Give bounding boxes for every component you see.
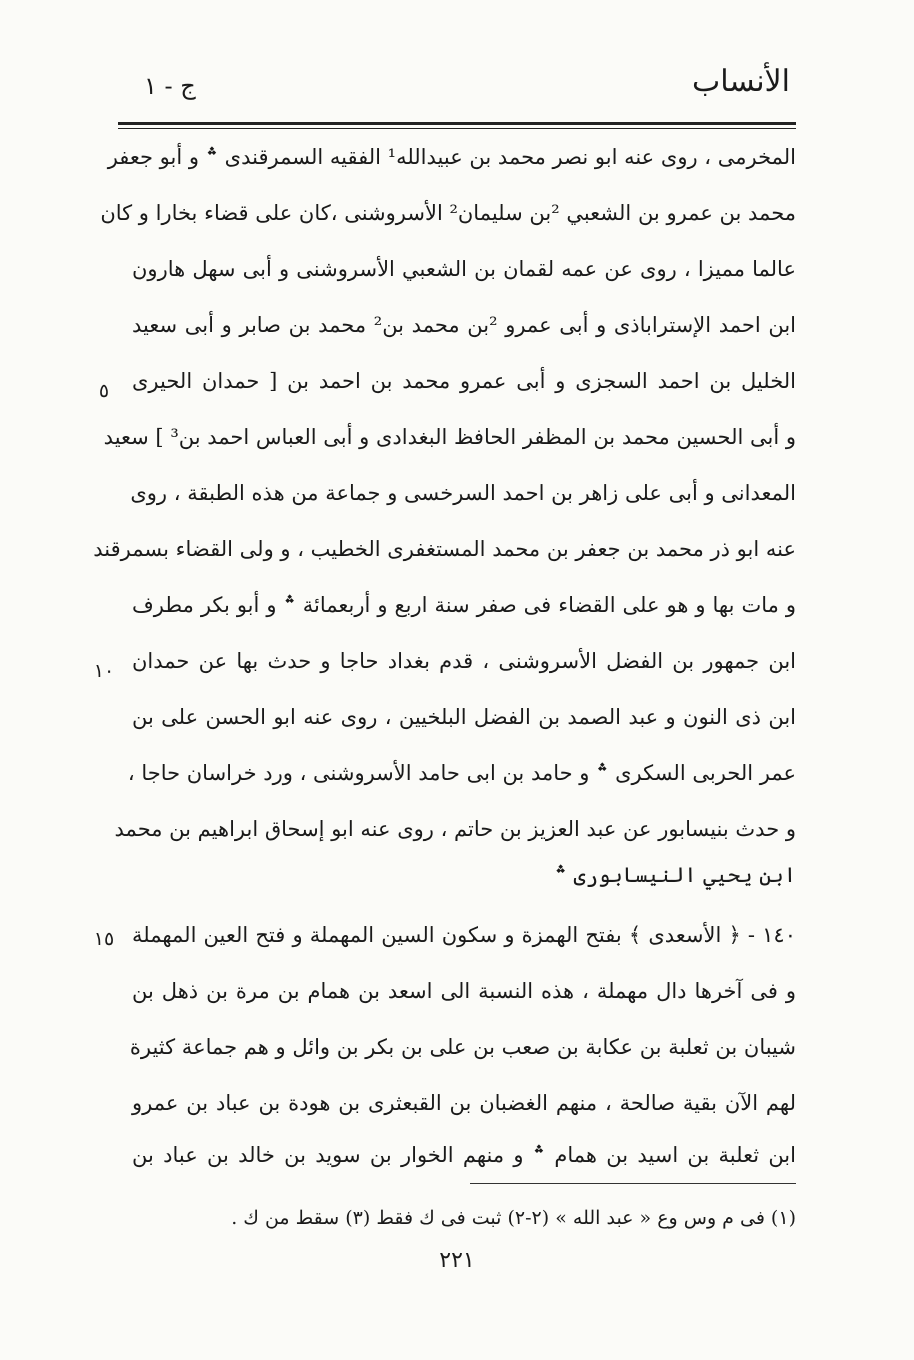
book-title: الأنساب bbox=[692, 64, 790, 99]
text-line-17: شيبان بن ثعلبة بن عكابة بن صعب بن على بن بكر بن وائل و هم جماعة كثيرة bbox=[129, 1035, 796, 1059]
text-line-6: و أبى الحسين محمد بن المظفر الحافظ البغدادى و أبى العباس احمد بن³ ] سعيد bbox=[103, 425, 796, 449]
text-line-9: و مات بها و هو على القضاء فى صفر سنة اربع و أربعمائة ؞ و أبو بكر مطرف bbox=[132, 593, 796, 617]
text-line-2: محمد بن عمرو بن الشعبي ²بن سليمان² الأسروشنى ،كان على قضاء بخارا و كان bbox=[100, 201, 796, 225]
volume-label: ج - ١ bbox=[144, 72, 196, 100]
footnote-rule bbox=[470, 1183, 796, 1184]
text-line-19: ابن ثعلبة بن اسيد بن همام ؞ و منهم الخوار بن سويد بن خالد بن عباد بن bbox=[132, 1143, 796, 1167]
line-number-5: ٥ bbox=[98, 380, 110, 402]
page-number: ٢٢١ bbox=[439, 1248, 475, 1273]
text-line-8: عنه ابو ذر محمد بن جعفر بن محمد المستغفرى الخطيب ، و ولى القضاء بسمرقند bbox=[93, 537, 796, 561]
text-line-11: ابن ذى النون و عبد الصمد بن الفضل البلخيين ، روى عنه ابو الحسن على بن bbox=[132, 705, 796, 729]
page-header bbox=[130, 62, 790, 106]
text-line-7: المعدانى و أبى على زاهر بن احمد السرخسى و جماعة من هذه الطبقة ، روى bbox=[130, 481, 796, 505]
header-rule-thick bbox=[118, 122, 796, 125]
footnote: (١) فى م وس وع « عبد الله » (٢-٢) ثبت فى ك فقط (٣) سقط من ك . bbox=[231, 1207, 796, 1229]
text-line-18: لهم الآن بقية صالحة ، منهم الغضبان بن القبعثرى بن هودة بن عباد بن عمرو bbox=[132, 1091, 796, 1115]
line-number-10: ١٠ bbox=[93, 660, 115, 682]
line-number-15: ١٥ bbox=[93, 928, 115, 950]
text-line-13: و حدث بنيسابور عن عبد العزيز بن حاتم ، روى عنه ابو إسحاق ابراهيم بن محمد bbox=[114, 817, 796, 841]
header-rule-thin bbox=[118, 128, 796, 129]
text-line-10: ابن جمهور بن الفضل الأسروشنى ، قدم بغداد حاجا و حدث بها عن حمدان bbox=[132, 649, 796, 673]
text-line-16: و فى آخرها دال مهملة ، هذه النسبة الى اسعد بن همام بن مرة بن ذهل بن bbox=[132, 979, 796, 1003]
text-line-5: الخليل بن احمد السجزى و أبى عمرو محمد بن احمد بن [ حمدان الحيرى bbox=[132, 369, 796, 393]
text-line-4: ابن احمد الإستراباذى و أبى عمرو ²بن محمد بن² محمد بن صابر و أبى سعيد bbox=[132, 313, 797, 337]
text-line-3: عالما مميزا ، روى عن عمه لقمان بن الشعبي الأسروشنى و أبى سهل هارون bbox=[132, 257, 796, 281]
text-line-12: عمر الحربى السكرى ؞ و حامد بن ابى حامد الأسروشنى ، ورد خراسان حاجا ، bbox=[127, 761, 796, 785]
entry-140-heading-line: ١٤٠ - ﴿ الأسعدى ﴾ بفتح الهمزة و سكون السين المهملة و فتح العين المهملة bbox=[132, 923, 796, 947]
text-line-1: المخرمى ، روى عنه ابو نصر محمد بن عبيدالله¹ الفقيه السمرقندى ؞ و أبو جعفر bbox=[107, 145, 796, 169]
text-line-14: ابن يحيي النيسابورى ؞ bbox=[554, 863, 796, 887]
